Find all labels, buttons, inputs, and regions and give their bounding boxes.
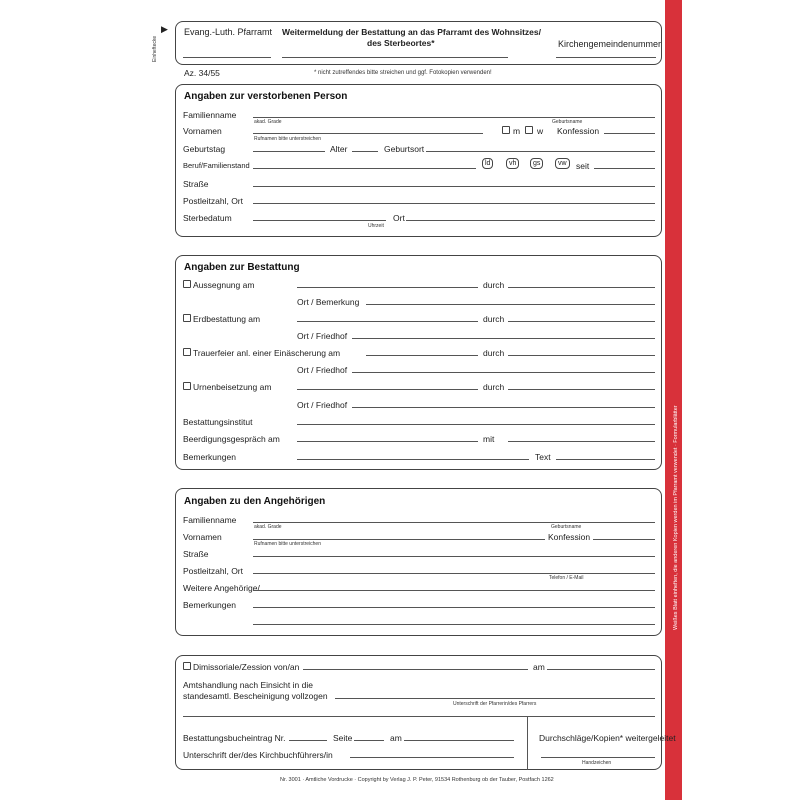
bucheintrag-am-label: am <box>390 733 402 743</box>
ang-akad-grade-label: akad. Grade <box>254 524 282 530</box>
ort-bemerkung-label: Ort / Bemerkung <box>297 297 360 307</box>
ort-friedhof-field-2[interactable] <box>352 372 655 373</box>
bestattung-title: Angaben zur Bestattung <box>184 262 300 273</box>
durch-label-2: durch <box>483 314 505 324</box>
einheftecke-label: Einheftecke <box>152 35 158 62</box>
trauerfeier-label: Trauerfeier anl. einer Einäscherung am <box>193 348 341 358</box>
dim-am-field[interactable] <box>547 669 655 670</box>
akad-grade-label: akad. Grade <box>254 119 282 125</box>
seit-label: seit <box>576 161 590 171</box>
red-margin-strip <box>665 0 682 800</box>
separator-line <box>183 716 655 717</box>
az-label: Az. 34/55 <box>184 68 220 78</box>
alter-label: Alter <box>330 144 348 154</box>
konfession-label: Konfession <box>557 126 600 136</box>
strasse-field[interactable] <box>253 186 655 187</box>
ang-plz-ort-field[interactable] <box>253 573 655 574</box>
kirchengemeinde-line[interactable] <box>556 57 656 58</box>
plz-ort-field[interactable] <box>253 203 655 204</box>
ang-bemerkungen-label: Bemerkungen <box>183 600 236 610</box>
institut-label: Bestattungsinstitut <box>183 417 253 427</box>
w-label: w <box>537 126 544 136</box>
weitere-field[interactable] <box>253 590 655 591</box>
urnenbeisetzung-durch-field[interactable] <box>508 389 655 390</box>
bucheintrag-am-field[interactable] <box>404 740 514 741</box>
option-gs[interactable]: gs <box>530 158 543 169</box>
urnenbeisetzung-field[interactable] <box>297 389 478 390</box>
pfarrer-unterschrift-field[interactable] <box>335 698 655 699</box>
konfession-field[interactable] <box>604 133 655 134</box>
aussegnung-field[interactable] <box>297 287 478 288</box>
familienname-label: Familienname <box>183 110 237 120</box>
amtshandlung-line2: standesamtl. Bescheinigung vollzogen <box>183 691 328 701</box>
text-field[interactable] <box>556 459 655 460</box>
ang-plz-ort-label: Postleitzahl, Ort <box>183 566 243 576</box>
kirchengemeinde-label: Kirchengemeindenummer <box>558 39 662 49</box>
kirchbuch-unterschrift-label: Unterschrift der/des Kirchbuchführers/in <box>183 750 333 760</box>
sterbeort-field[interactable] <box>406 220 655 221</box>
urnenbeisetzung-label: Urnenbeisetzung am <box>193 382 272 392</box>
geburtstag-field[interactable] <box>253 151 325 152</box>
durchschlaege-label: Durchschläge/Kopien* weitergeleitet <box>539 733 676 743</box>
gespraech-label: Beerdigungsgespräch am <box>183 434 280 444</box>
bemerkungen-label: Bemerkungen <box>183 452 236 462</box>
bucheintrag-field[interactable] <box>289 740 327 741</box>
dimissoriale-field[interactable] <box>303 669 528 670</box>
ort-friedhof-label-3: Ort / Friedhof <box>297 400 348 410</box>
checkbox-erdbestattung[interactable] <box>183 314 191 322</box>
geburtsort-field[interactable] <box>426 151 655 152</box>
ort-friedhof-label-2: Ort / Friedhof <box>297 365 348 375</box>
strasse-label: Straße <box>183 179 209 189</box>
familienname-field[interactable] <box>253 117 655 118</box>
uhrzeit-label: Uhrzeit <box>368 223 384 229</box>
geburtsname-label: Geburtsname <box>552 119 583 125</box>
aussegnung-label: Aussegnung am <box>193 280 255 290</box>
dim-am-label: am <box>533 662 545 672</box>
person-title: Angaben zur verstorbenen Person <box>184 91 348 102</box>
alter-field[interactable] <box>352 151 378 152</box>
title-line[interactable] <box>282 57 508 58</box>
ort-friedhof-field-1[interactable] <box>352 338 655 339</box>
handzeichen-field[interactable] <box>541 757 655 758</box>
handzeichen-label: Handzeichen <box>582 760 612 766</box>
pfarramt-line[interactable] <box>183 57 271 58</box>
pfarramt-label: Evang.-Luth. Pfarramt <box>184 27 273 37</box>
seit-field[interactable] <box>594 168 655 169</box>
gespraech-field[interactable] <box>297 441 478 442</box>
checkbox-urnenbeisetzung[interactable] <box>183 382 191 390</box>
ang-geburtsname-label: Geburtsname <box>551 524 582 530</box>
option-vw[interactable]: vw <box>555 158 570 169</box>
form-title-2: des Sterbeortes* <box>367 38 435 48</box>
plz-ort-label: Postleitzahl, Ort <box>183 196 243 206</box>
sterbedatum-label: Sterbedatum <box>183 213 232 223</box>
durch-label-3: durch <box>483 348 505 358</box>
text-label: Text <box>535 452 551 462</box>
vornamen-field[interactable] <box>253 133 483 134</box>
weitere-label: Weitere Angehörige/ <box>183 583 260 593</box>
form-title-1: Weitermeldung der Bestattung an das Pfarramt des Wohnsitzes/ <box>282 27 541 37</box>
ang-vornamen-label: Vornamen <box>183 532 222 542</box>
dimissoriale-label: Dimissoriale/Zession von/an <box>193 662 300 672</box>
option-vh[interactable]: vh <box>506 158 519 169</box>
footnote: * nicht zutreffendes bitte streichen und ggf. Fotokopien verwenden! <box>314 70 492 76</box>
mit-field[interactable] <box>508 441 655 442</box>
footer-copyright: Nr. 3001 · Amtliche Vordrucke · Copyright by Verlag J. P. Peter, 91534 Rothenburg ob der Tauber, Postfach 1262 <box>280 777 554 783</box>
trauerfeier-durch-field[interactable] <box>508 355 655 356</box>
kirchbuch-unterschrift-field[interactable] <box>350 757 514 758</box>
checkbox-w[interactable] <box>525 126 533 134</box>
vornamen-label: Vornamen <box>183 126 222 136</box>
option-ld[interactable]: ld <box>482 158 493 169</box>
amtshandlung-line1: Amtshandlung nach Einsicht in die <box>183 680 313 690</box>
ang-strasse-field[interactable] <box>253 556 655 557</box>
ang-familienname-label: Familienname <box>183 515 237 525</box>
ang-familienname-field[interactable] <box>253 522 655 523</box>
ort-label: Ort <box>393 213 405 223</box>
ort-bemerkung-field[interactable] <box>366 304 655 305</box>
pfarrer-unterschrift-label: Unterschrift der Pfarrerin/des Pfarrers <box>453 701 537 707</box>
sterbedatum-field[interactable] <box>253 220 386 221</box>
beruf-label: Beruf/Familienstand <box>183 161 250 170</box>
telefon-label: Telefon / E-Mail <box>549 575 584 581</box>
institut-field[interactable] <box>297 424 655 425</box>
ang-bemerkungen-field-1[interactable] <box>253 607 655 608</box>
geburtsort-label: Geburtsort <box>384 144 425 154</box>
checkbox-aussegnung[interactable] <box>183 280 191 288</box>
ang-bemerkungen-field-2[interactable] <box>253 624 655 625</box>
erdbestattung-label: Erdbestattung am <box>193 314 261 324</box>
separator-vertical <box>527 716 528 770</box>
seite-label: Seite <box>333 733 353 743</box>
checkbox-trauerfeier[interactable] <box>183 348 191 356</box>
geburtstag-label: Geburtstag <box>183 144 226 154</box>
beruf-field[interactable] <box>253 168 476 169</box>
durch-label-1: durch <box>483 280 505 290</box>
erdbestattung-durch-field[interactable] <box>508 321 655 322</box>
bucheintrag-label: Bestattungsbucheintrag Nr. <box>183 733 286 743</box>
ang-konfession-field[interactable] <box>593 539 655 540</box>
ang-konfession-label: Konfession <box>548 532 591 542</box>
triangle-icon: ▶ <box>161 24 168 34</box>
bemerkungen-field[interactable] <box>297 459 529 460</box>
trauerfeier-field[interactable] <box>366 355 478 356</box>
ang-rufnamen-hint: Rufnamen bitte unterstreichen <box>254 541 321 547</box>
angehoerige-section <box>175 488 662 636</box>
strip-text: Weißes Blatt einheften, die anderen Kopien werden im Pfarramt verwendet · Formularblätter <box>673 405 679 630</box>
ang-vornamen-field[interactable] <box>253 539 545 540</box>
seite-field[interactable] <box>354 740 384 741</box>
mit-label: mit <box>483 434 495 444</box>
ort-friedhof-field-3[interactable] <box>352 407 655 408</box>
durch-label-4: durch <box>483 382 505 392</box>
angehoerige-title: Angaben zu den Angehörigen <box>184 496 326 507</box>
ang-strasse-label: Straße <box>183 549 209 559</box>
ort-friedhof-label-1: Ort / Friedhof <box>297 331 348 341</box>
erdbestattung-field[interactable] <box>297 321 478 322</box>
m-label: m <box>513 126 521 136</box>
aussegnung-durch-field[interactable] <box>508 287 655 288</box>
rufnamen-hint: Rufnamen bitte unterstreichen <box>254 136 321 142</box>
checkbox-m[interactable] <box>502 126 510 134</box>
checkbox-dimissoriale[interactable] <box>183 662 191 670</box>
